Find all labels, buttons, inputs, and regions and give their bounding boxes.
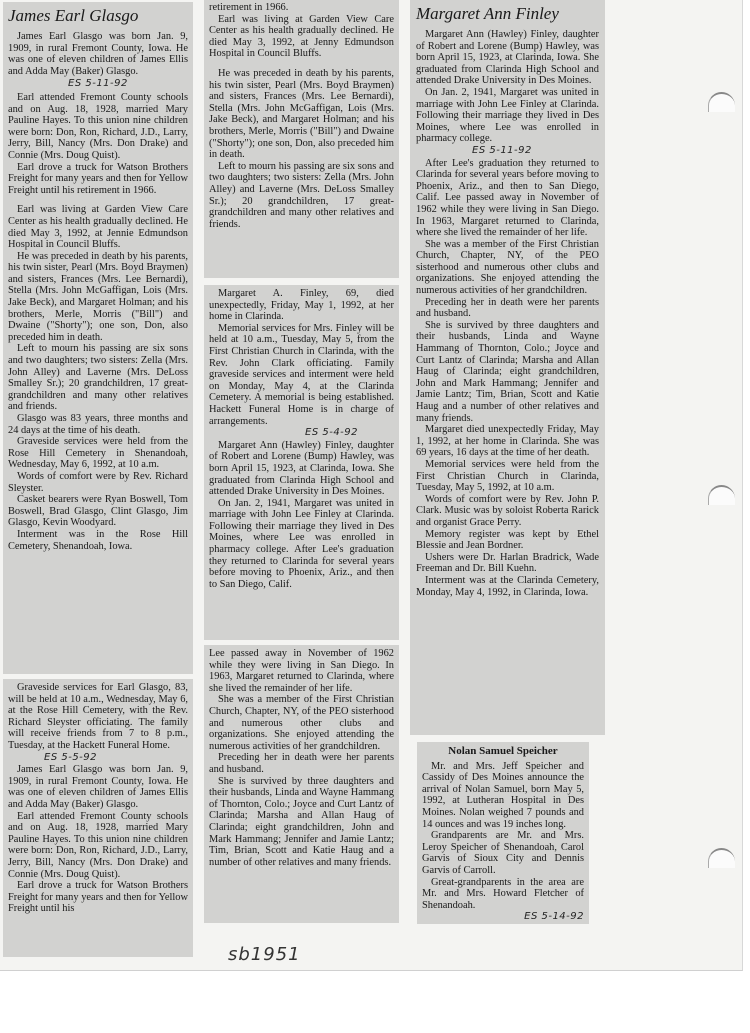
clipping-title: Margaret Ann Finley (416, 4, 559, 23)
handwritten-date: ES 5-11-92 (68, 78, 128, 90)
paragraph: Earl was living at Garden View Care Center as his health gradually declined. He died May 3, 1992, at Jenny Edmundson Hospital in Council Bluffs. (209, 13, 394, 60)
paragraph: Margaret Ann (Hawley) Finley, daughter of Robert and Lorene (Bump) Hawley, was born April 15, 1923, at Clarinda, Iowa. She graduated from Clarinda High School and attended Drake University in Des Moines. (209, 439, 394, 498)
paragraph: Earl drove a truck for Watson Brothers Freight for many years and then for Yellow Freight until his (8, 880, 188, 915)
paragraph: Interment was in the Rose Hill Cemetery, Shenandoah, Iowa. (8, 528, 188, 552)
paragraph: Casket bearers were Ryan Boswell, Tom Boswell, Brad Glasgo, Clint Glasgo, Jim Glasgo, Kevin Woodyard. (8, 494, 188, 529)
paragraph: Glasgo was 83 years, three months and 24 days at the time of his death. (8, 413, 188, 436)
paragraph: Left to mourn his passing are six sons and two daughters; two sisters: Zella (Mrs. John Alley) and Laverne (Mrs. DeLoss Smalley Sr.); 20 grandchildren, 17 great-grandchildren and many other relatives and friends. (8, 343, 188, 413)
paragraph: Lee passed away in November of 1962 while they were living in San Diego. In 1963, Margaret returned to Clarinda, where she lived the remainder of her life. (209, 648, 394, 694)
handwritten-date: ES 5-4-92 (305, 427, 359, 439)
paragraph: James Earl Glasgo was born Jan. 9, 1909, in rural Fremont County, Iowa. He was one of eleven children of James Ellis and Adda May (Baker) Glasgo. (8, 31, 188, 77)
handwritten-date: ES 5-11-92 (472, 144, 532, 156)
clipping-finley-obituary (410, 0, 605, 735)
paragraph: Great-grandparents in the area are Mr. and Mrs. Howard Fletcher of Shenandoah. (422, 876, 584, 911)
paragraph: Memory register was kept by Ethel Blessie and Jean Bordner. (416, 528, 599, 552)
paragraph: Preceding her in death were her parents and husband. (209, 752, 394, 775)
paragraph: She is survived by three daughters and their husbands, Linda and Wayne Hammang of Thornton, Colo.; Joyce and Curt Lantz of Clarinda; Marsha and Allan Haug of Clarinda; eight grandchildren, John and Mark Hammang; Jennifer and Jamie Lantz; Tim, Brian, Scott and Katie Haug and a number of other relatives and many friends. (209, 775, 394, 868)
paragraph: Grandparents are Mr. and Mrs. Leroy Speicher of Shenandoah, Carol Garvis of Sioux City and Dennis Garvis of Carroll. (422, 830, 584, 876)
paragraph: Preceding her in death were her parents and husband. (416, 296, 599, 320)
clipping-finley-continued (204, 645, 399, 923)
clipping-finley-notice (204, 285, 399, 640)
paragraph: Words of comfort were by Rev. Richard Sleyster. (8, 470, 188, 494)
clipping-title: Nolan Samuel Speicher (448, 745, 558, 757)
paragraph: Memorial services were held from the First Christian Church in Clarinda, Tuesday, May 5, 1992, at 10 a.m. (416, 458, 599, 494)
paragraph: He was preceded in death by his parents, his twin sister, Pearl (Mrs. Boyd Braymen) and sisters, Frances (Mrs. Lee Bernardi), Stella (Mrs. John McGaffigan, Lois (Mrs. Jake Beck), and Margaret Holman; and his brothers, Merle, Morris ("Bill") and Dwaine ("Shorty"); one son, Don, also preceded him in death. (8, 250, 188, 343)
paragraph: She was a member of the First Christian Church, Chapter, NY, of the PEO sisterhood and numerous other clubs and organizations. She enjoyed attending the numerous activities of her grandchildren. (209, 694, 394, 752)
page-note: sb1951 (228, 944, 301, 965)
paragraph: Margaret Ann (Hawley) Finley, daughter of Robert and Lorene (Bump) Hawley, was born April 15, 1923, at Clarinda, Iowa. She graduated from Clarinda High School and attended Drake University in Des Moines. (416, 29, 599, 87)
paragraph: She was a member of the First Christian Church, Chapter, NY, of the PEO sisterhood and numerous other clubs and organizations. She enjoyed attending the numerous activities of her grandchildren. (416, 238, 599, 297)
paragraph: Interment was at the Clarinda Cemetery, Monday, May 4, 1992, in Clarinda, Iowa. (416, 574, 599, 598)
clipping-glasgo-services (3, 679, 193, 957)
clipping-glasgo-obituary (3, 2, 193, 674)
paragraph: Earl drove a truck for Watson Brothers Freight for many years and then for Yellow Freight until his retirement in 1966. (8, 161, 188, 196)
paragraph: retirement in 1966. (209, 2, 289, 13)
paragraph: Margaret died unexpectedly Friday, May 1, 1992, at her home in Clarinda. She was 69 years, 16 days at the time of her death. (416, 424, 599, 459)
clipping-title: James Earl Glasgo (8, 6, 139, 25)
paragraph: She is survived by three daughters and their husbands, Linda and Wayne Hammang of Thornton, Colo.; Joyce and Curt Lantz of Clarinda; Marsha and Allan Haug of Clarinda; eight grandchildren, John and Mark Hammang; Jennifer and Jamie Lantz; Tim, Brian, Scott and Katie Haug and a number of other relatives and many friends. (416, 319, 599, 424)
paragraph: Earl was living at Garden View Care Center as his health gradually declined. He died May 3, 1992, at Jennie Edmundson Hospital in Council Bluffs. (8, 204, 188, 251)
paragraph: He was preceded in death by his parents, his twin sister, Pearl (Mrs. Boyd Braymen) and sisters, Frances (Mrs. Lee Bernardi), Stella (Mrs. John McGaffigan, Lois (Mrs. Jake Beck), and Margaret Holman; and his brothers, Merle, Morris ("Bill") and Dwaine ("Shorty"); one son, Don, also preceded him in death. (209, 67, 394, 161)
paragraph: On Jan. 2, 1941, Margaret was united in marriage with John Lee Finley at Clarinda. Following their marriage they lived in Des Moines, where Lee was enrolled in pharmacy college. (416, 86, 599, 145)
handwritten-date: ES 5-5-92 (44, 751, 98, 763)
paragraph: Margaret A. Finley, 69, died unexpectedly, Friday, May 1, 1992, at her home in Clarinda. (209, 288, 394, 323)
paragraph: Graveside services for Earl Glasgo, 83, will be held at 10 a.m., Wednesday, May 6, at the Rose Hill Cemetery, with the Rev. Richard Sleyster officiating. The family will receive friends from 7 to 8 p.m., Tuesday, at the Hackett Funeral Home. (8, 682, 188, 751)
paragraph: James Earl Glasgo was born Jan. 9, 1909, in rural Fremont County, Iowa. He was one of eleven children of James Ellis and Adda May (Baker) Glasgo. (8, 764, 188, 810)
paragraph: Graveside services were held from the Rose Hill Cemetery in Shenandoah, Wednesday, May 6, 1992, at 10 a.m. (8, 436, 188, 471)
paragraph: Earl attended Fremont County schools and on Aug. 18, 1928, married Mary Pauline Hayes. To this union nine children were born: Don, Ron, Richard, J.D., Larry, Jerry, Bill, Nancy (Mrs. Don Drake) and Connie (Mrs. Doug Quist). (8, 91, 188, 161)
paragraph: After Lee's graduation they returned to Clarinda for several years before moving to Phoenix, Ariz., and then to San Diego, Calif. Lee passed away in November of 1962 while they were living in San Diego. In 1963, Margaret returned to Clarinda, where she lived the remainder of her life. (416, 157, 599, 239)
clipping-glasgo-continued (204, 0, 399, 278)
paragraph: Ushers were Dr. Harlan Bradrick, Wade Freeman and Dr. Bill Kuehn. (416, 551, 599, 575)
paragraph: Left to mourn his passing are six sons and two daughters; two sisters: Zella (Mrs. John Alley) and Laverne (Mrs. DeLoss Smalley Sr.); 20 grandchildren, 17 great-grandchildren and many other relatives and friends. (209, 160, 394, 230)
binder-hole-top (708, 92, 735, 112)
paragraph: Words of comfort were by Rev. John P. Clark. Music was by soloist Roberta Rarick and organist Grace Perry. (416, 493, 599, 528)
clipping-speicher-birth (417, 742, 589, 924)
paragraph: Memorial services for Mrs. Finley will be held at 10 a.m., Tuesday, May 5, from the First Christian Church in Clarinda, with the Rev. John Clark officiating. Family graveside services and interment were held on Monday, May 4, at the Clarinda Cemetery. A memorial is being established. Hackett Funeral Home is in charge of arrangements. (209, 322, 394, 427)
handwritten-date: ES 5-14-92 (524, 911, 584, 923)
binder-hole-bottom (708, 848, 735, 868)
paragraph: On Jan. 2, 1941, Margaret was united in marriage with John Lee Finley at Clarinda. Following their marriage they lived in Des Moines, where Lee was enrolled in pharmacy college. After Lee's graduation they returned to Clarinda for several years before moving to Phoenix, Ariz., and then to San Diego, Calif. (209, 497, 394, 590)
binder-hole-middle (708, 485, 735, 505)
paragraph: Earl attended Fremont County schools and on Aug. 18, 1928, married Mary Pauline Hayes. To this union nine children were born: Don, Ron, Richard, J.D., Larry, Jerry, Bill, Nancy (Mrs. Don Drake) and Connie (Mrs. Doug Quist). (8, 810, 188, 880)
paragraph: Mr. and Mrs. Jeff Speicher and Cassidy of Des Moines announce the arrival of Nolan Samuel, born May 5, 1992, at Lutheran Hospital in Des Moines. Nolan weighed 7 pounds and 14 ounces and was 19 inches long. (422, 760, 584, 830)
